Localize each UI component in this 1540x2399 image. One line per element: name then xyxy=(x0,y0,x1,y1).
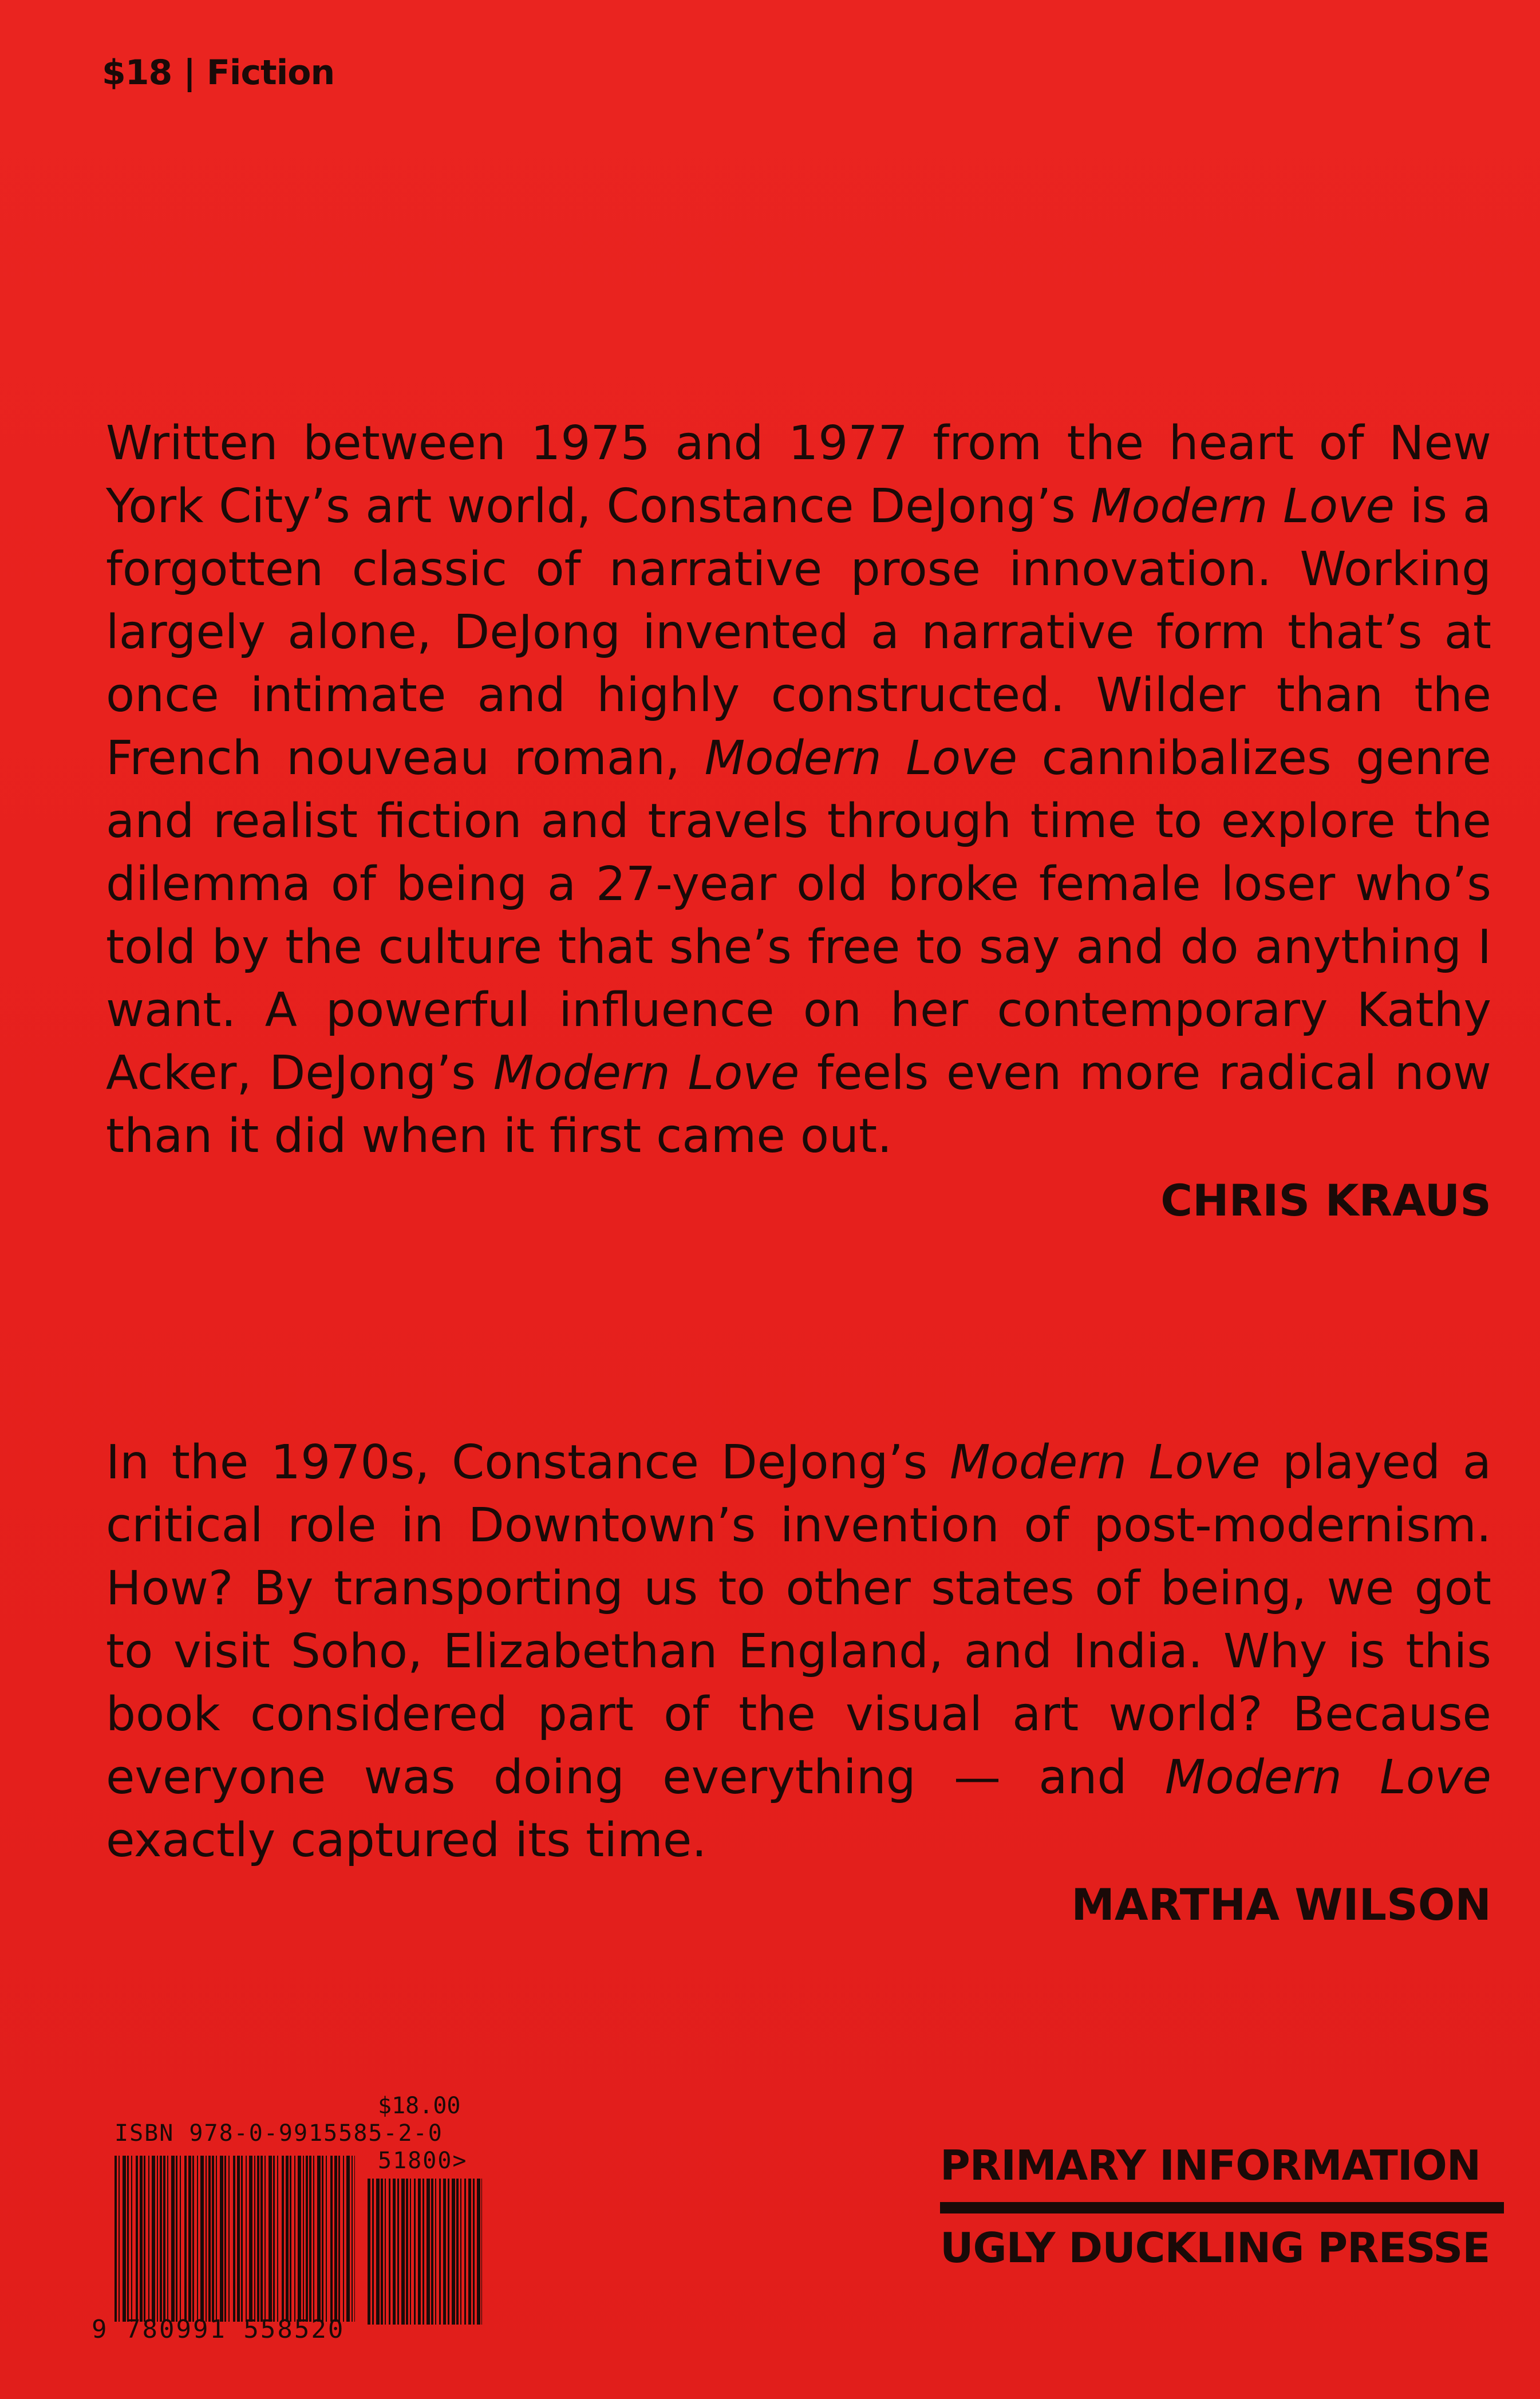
barcode-price: $18.00 xyxy=(378,2093,461,2119)
blurb-text: In the 1970s, Constance DeJong’s Modern Love played a critical role in Downtown’s invention of post-modernism. How? By transporting us to other states of being, we got to visit Soho, Elizabethan England, and India. Why is this book considered part of the visual art world? Because everyone was doing everything — and Modern Love exactly captured its time. xyxy=(106,1435,1492,1868)
publisher-divider xyxy=(940,2202,1504,2213)
blurb-kraus xyxy=(106,412,1491,1232)
barcode-addon-code: 51800> xyxy=(378,2148,468,2174)
barcode-number: 9 780991 558520 xyxy=(92,2315,345,2344)
blurb-attribution: CHRIS KRAUS xyxy=(1160,1175,1491,1226)
publisher-block xyxy=(940,2141,1504,2272)
blurb-text: Written between 1975 and 1977 from the heart of New York City’s art world, Constance DeJong’s Modern Love is a forgotten classic of narrative prose innovation. Working largely alone, DeJong invented a narrative form that’s at once intimate and highly constructed. Wilder than the French nouveau roman, Modern Love cannibalizes genre and realist fiction and travels through time to explore the dilemma of being a 27-year old broke female loser who’s told by the culture that she’s free to say and do anything I want. A powerful influence on her contemporary Kathy Acker, DeJong’s Modern Love feels even more radical now than it did when it first came out. xyxy=(106,416,1491,1163)
publisher-name: PRIMARY INFORMATION xyxy=(940,2141,1481,2189)
barcode-bars-main xyxy=(114,2156,355,2322)
barcode-isbn: ISBN 978-0-9915585-2-0 xyxy=(114,2120,443,2147)
blurb-wilson xyxy=(106,1431,1491,1936)
price-genre-label: $18 | Fiction xyxy=(102,53,335,93)
barcode-bars-addon xyxy=(368,2179,482,2325)
isbn-barcode xyxy=(86,2093,510,2345)
blurb-attribution: MARTHA WILSON xyxy=(1071,1879,1491,1930)
publisher-name: UGLY DUCKLING PRESSE xyxy=(940,2224,1490,2272)
